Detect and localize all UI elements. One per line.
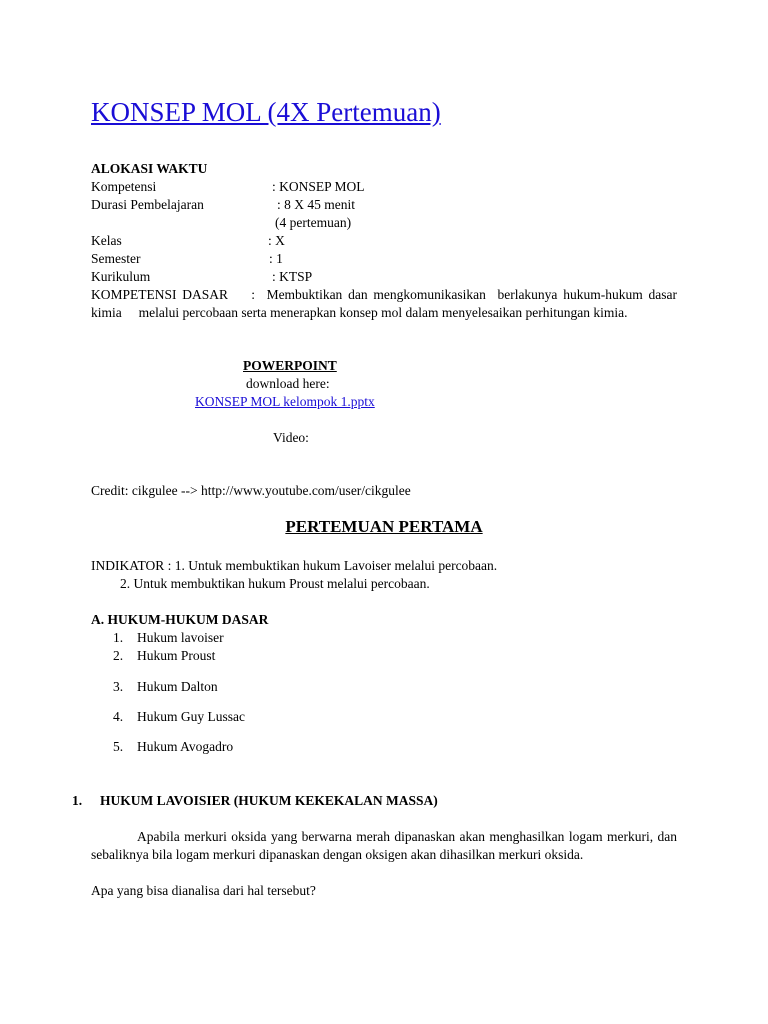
download-text: download here: [246, 376, 330, 391]
semester-value: : 1 [269, 251, 283, 266]
list-item: Hukum Guy Lussac [137, 709, 245, 724]
list-item: Hukum Proust [137, 648, 216, 663]
list-item-number: 5. [113, 739, 124, 754]
page-title: KONSEP MOL (4X Pertemuan) [91, 97, 441, 127]
kelas-value: : X [268, 233, 285, 248]
kompetensi-label: Kompetensi [91, 179, 157, 194]
section-1-heading: HUKUM LAVOISIER (HUKUM KEKEKALAN MASSA) [100, 793, 438, 808]
kurikulum-value: : KTSP [272, 269, 313, 284]
semester-label: Semester [91, 251, 141, 266]
hukum-dasar-heading: A. HUKUM-HUKUM DASAR [91, 612, 269, 627]
section-1-question: Apa yang bisa dianalisa dari hal tersebut? [91, 883, 316, 898]
list-item: Hukum Avogadro [137, 739, 234, 754]
kelas-label: Kelas [91, 233, 122, 248]
list-item-number: 3. [113, 679, 124, 694]
section-1-number: 1. [72, 793, 83, 808]
section-1-paragraph: Apabila merkuri oksida yang berwarna merah dipanaskan akan menghasilkan logam merkuri, dan sebaliknya bila logam merkuri dipanaskan dengan oksigen akan dihasilkan merkuri oksida. [91, 829, 677, 862]
alokasi-heading: ALOKASI WAKTU [91, 161, 208, 176]
durasi-extra-value: (4 pertemuan) [275, 215, 352, 230]
pptx-download-link[interactable]: KONSEP MOL kelompok 1.pptx [195, 394, 375, 409]
powerpoint-heading: POWERPOINT [243, 358, 337, 373]
video-label: Video: [273, 430, 309, 445]
indikator-line-1: INDIKATOR : 1. Untuk membuktikan hukum Lavoiser melalui percobaan. [91, 558, 498, 573]
durasi-label: Durasi Pembelajaran [91, 197, 204, 212]
list-item-number: 4. [113, 709, 124, 724]
durasi-value: : 8 X 45 menit [277, 197, 355, 212]
credit-line: Credit: cikgulee --> http://www.youtube.com/user/cikgulee [91, 483, 411, 498]
kurikulum-label: Kurikulum [91, 269, 151, 284]
kompetensi-dasar-paragraph: KOMPETENSI DASAR : Membuktikan dan mengkomunikasikan berlakunya hukum-hukum dasar kimia melalui percobaan serta menerapkan konsep mol dalam menyelesaikan perhitungan kimia. [91, 287, 681, 320]
list-item-number: 2. [113, 648, 124, 663]
pertemuan-heading: PERTEMUAN PERTAMA [285, 517, 483, 536]
kompetensi-value: : KONSEP MOL [272, 179, 365, 194]
list-item: Hukum lavoiser [137, 630, 224, 645]
list-item: Hukum Dalton [137, 679, 218, 694]
indikator-line-2: 2. Untuk membuktikan hukum Proust melalui percobaan. [120, 576, 430, 591]
list-item-number: 1. [113, 630, 124, 645]
